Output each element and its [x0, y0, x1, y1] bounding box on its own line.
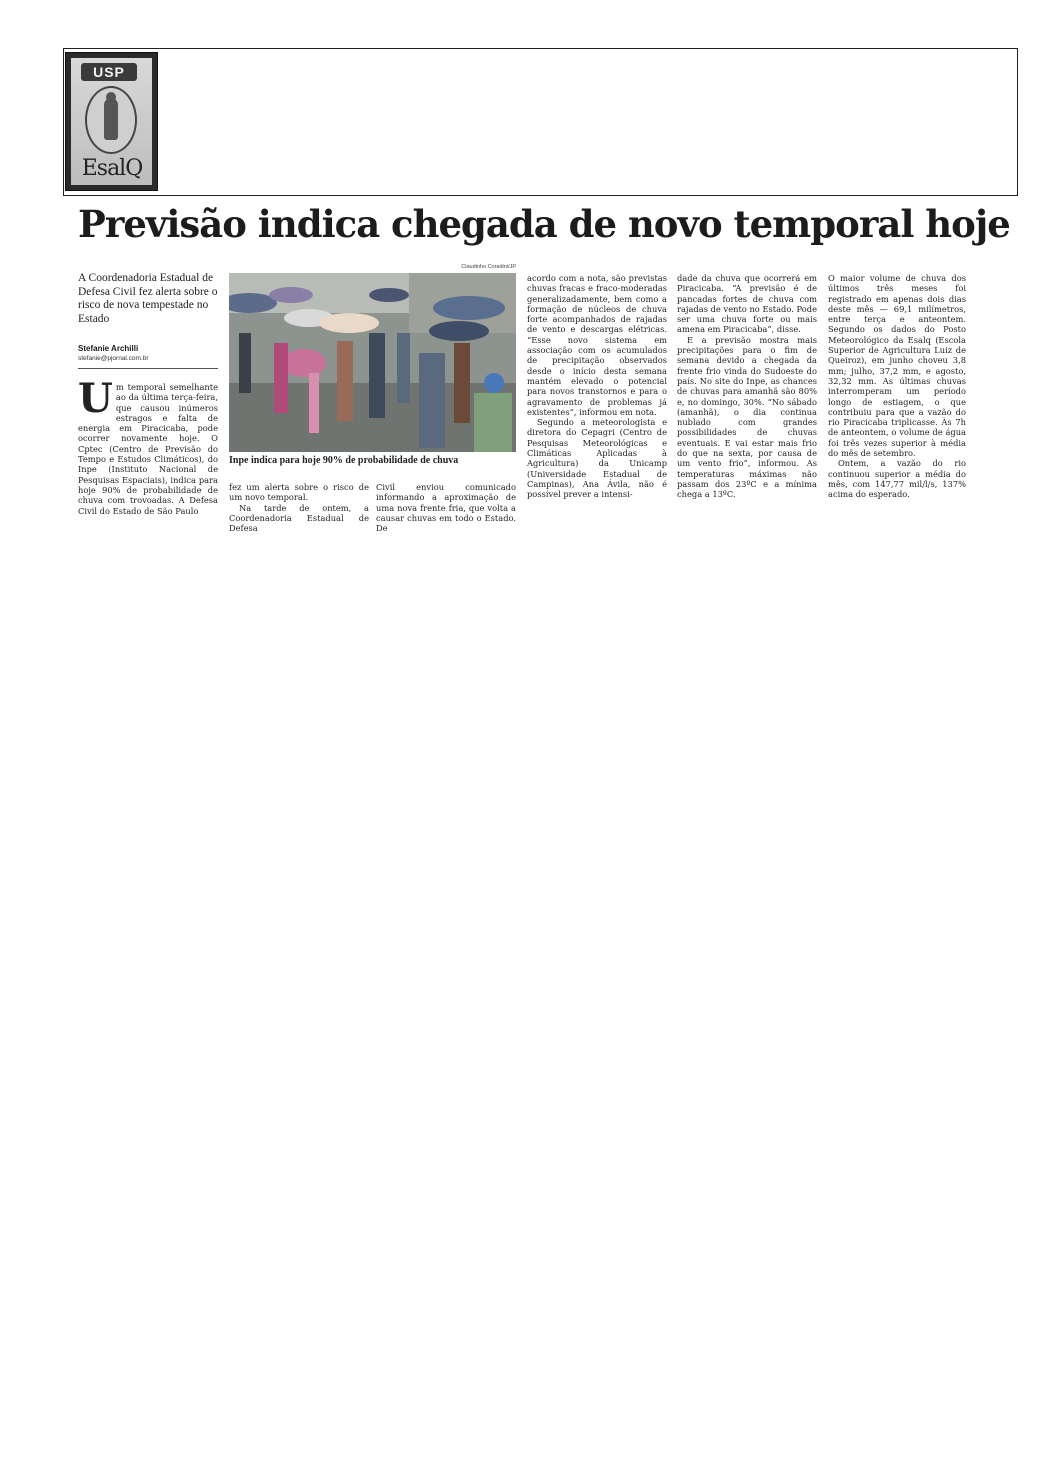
- column-4-paragraph-1: acordo com a nota, são previstas chuvas fracas e fraco-moderadas generalizadamente, bem como a formação de núcleos de chuva forte acompanhados de rajadas de vento e descargas elétricas. “Esse novo sistema em associação com os acumulados de precipitação observados desde o início desta semana mantém elevado o potencial para novos transtornos e para o agravamento de problemas já existentes”, informou em nota.: [527, 273, 667, 417]
- article-column-5: [677, 273, 817, 500]
- column-1-paragraph: [78, 375, 218, 516]
- rain-photo: [229, 273, 516, 452]
- seal-icon: [85, 86, 137, 154]
- article-column-6: [828, 273, 966, 500]
- drop-cap: U: [78, 375, 113, 422]
- column-1-text: m temporal semelhante ao da última terça-feira, que causou inúmeros estragos e falta de energia em Piracicaba, pode ocorrer novamente hoje. O Cptec (Centro de Previsão do Tempo e Estudos Climáticos), do Inpe (Instituto Nacional de Pesquisas Espaciais), indica para hoje 90% de probabilidade de chuva com trovoadas. A Defesa Civil do Estado de São Paulo: [78, 382, 218, 516]
- article-column-1: [78, 375, 218, 516]
- article-column-3: [376, 482, 516, 533]
- logo-usp-text: USP: [81, 63, 137, 81]
- author-email: stefanie@pjornal.com.br: [78, 355, 149, 362]
- header-frame: [63, 48, 1018, 196]
- rain-photo-illustration: [229, 273, 516, 452]
- column-5-paragraph-1: dade da chuva que ocorrerá em Piracicaba. “A previsão é de pancadas fortes de chuva com rajadas de vento no Estado. Pode ser uma chuva forte ou mais amena em Piracicaba”, disse.: [677, 273, 817, 335]
- column-4-paragraph-2: Segundo a meteorologista e diretora do Cepagri (Centro de Pesquisas Meteorológicas e Climáticas Aplicadas à Agricultura) da Unicamp (Universidade Estadual de Campinas), Ana Ávila, não é possível prever a intensi-: [527, 417, 667, 500]
- column-6-paragraph-1: O maior volume de chuva dos últimos três meses foi registrado em apenas dois dias deste mês — 69,1 milímetros, entre terça e anteontem. Segundo os dados do Posto Meteorológico da Esalq (Escola Superior de Agricultura Luiz de Queiroz), em junho choveu 3,8 mm; julho, 37,2 mm, e agosto, 32,32 mm. As últimas chuvas interromperam um período longo de estiagem, o que contribuiu para que a vazão do rio Piracicaba triplicasse. Às 7h de anteontem, o volume de água foi três vezes superior à média do mês de setembro.: [828, 273, 966, 459]
- article-column-2: [229, 482, 369, 533]
- photo-credit: Claudinho Coradini/JP: [461, 264, 516, 270]
- article-headline: Previsão indica chegada de novo temporal hoje: [78, 202, 1010, 246]
- column-6-paragraph-2: Ontem, a vazão do rio continuou superior a média do mês, com 147,77 mil/l/s, 137% acima do esperado.: [828, 458, 966, 500]
- logo-background: [71, 58, 152, 185]
- column-3-paragraph-1: Civil enviou comunicado informando a aproximação de uma nova frente fria, que volta a causar chuvas em todo o Estado. De: [376, 482, 516, 534]
- article-column-4: [527, 273, 667, 500]
- column-5-paragraph-2: E a previsão mostra mais precipitações para o fim de semana devido a chegada da frente frio vinda do Sudoeste do país. No site do Inpe, as chances de chuvas para amanhã são 80% e, no domingo, 30%. “No sábado (amanhã), o dia continua nublado com grandes possibilidades de chuvas eventuais. E vai estar mais frio do que na sexta, por causa de um vento frio”, informou. As temperaturas máximas não passam dos 23ºC e a mínima chega a 13ºC.: [677, 334, 817, 500]
- photo-caption: Inpe indica para hoje 90% de probabilidade de chuva: [229, 455, 459, 466]
- article-summary: A Coordenadoria Estadual de Defesa Civil fez alerta sobre o risco de nova tempestade no Estado: [78, 272, 218, 325]
- article-author: Stefanie Archilli: [78, 344, 139, 353]
- usp-esalq-logo: [65, 52, 158, 191]
- seal-figure-body: [104, 98, 118, 140]
- column-2-paragraph-1: fez um alerta sobre o risco de um novo temporal.: [229, 482, 369, 503]
- byline-divider: [78, 368, 218, 369]
- logo-esalq-text: EsalQ: [81, 156, 143, 181]
- column-2-paragraph-2: Na tarde de ontem, a Coordenadoria Estadual de Defesa: [229, 502, 369, 534]
